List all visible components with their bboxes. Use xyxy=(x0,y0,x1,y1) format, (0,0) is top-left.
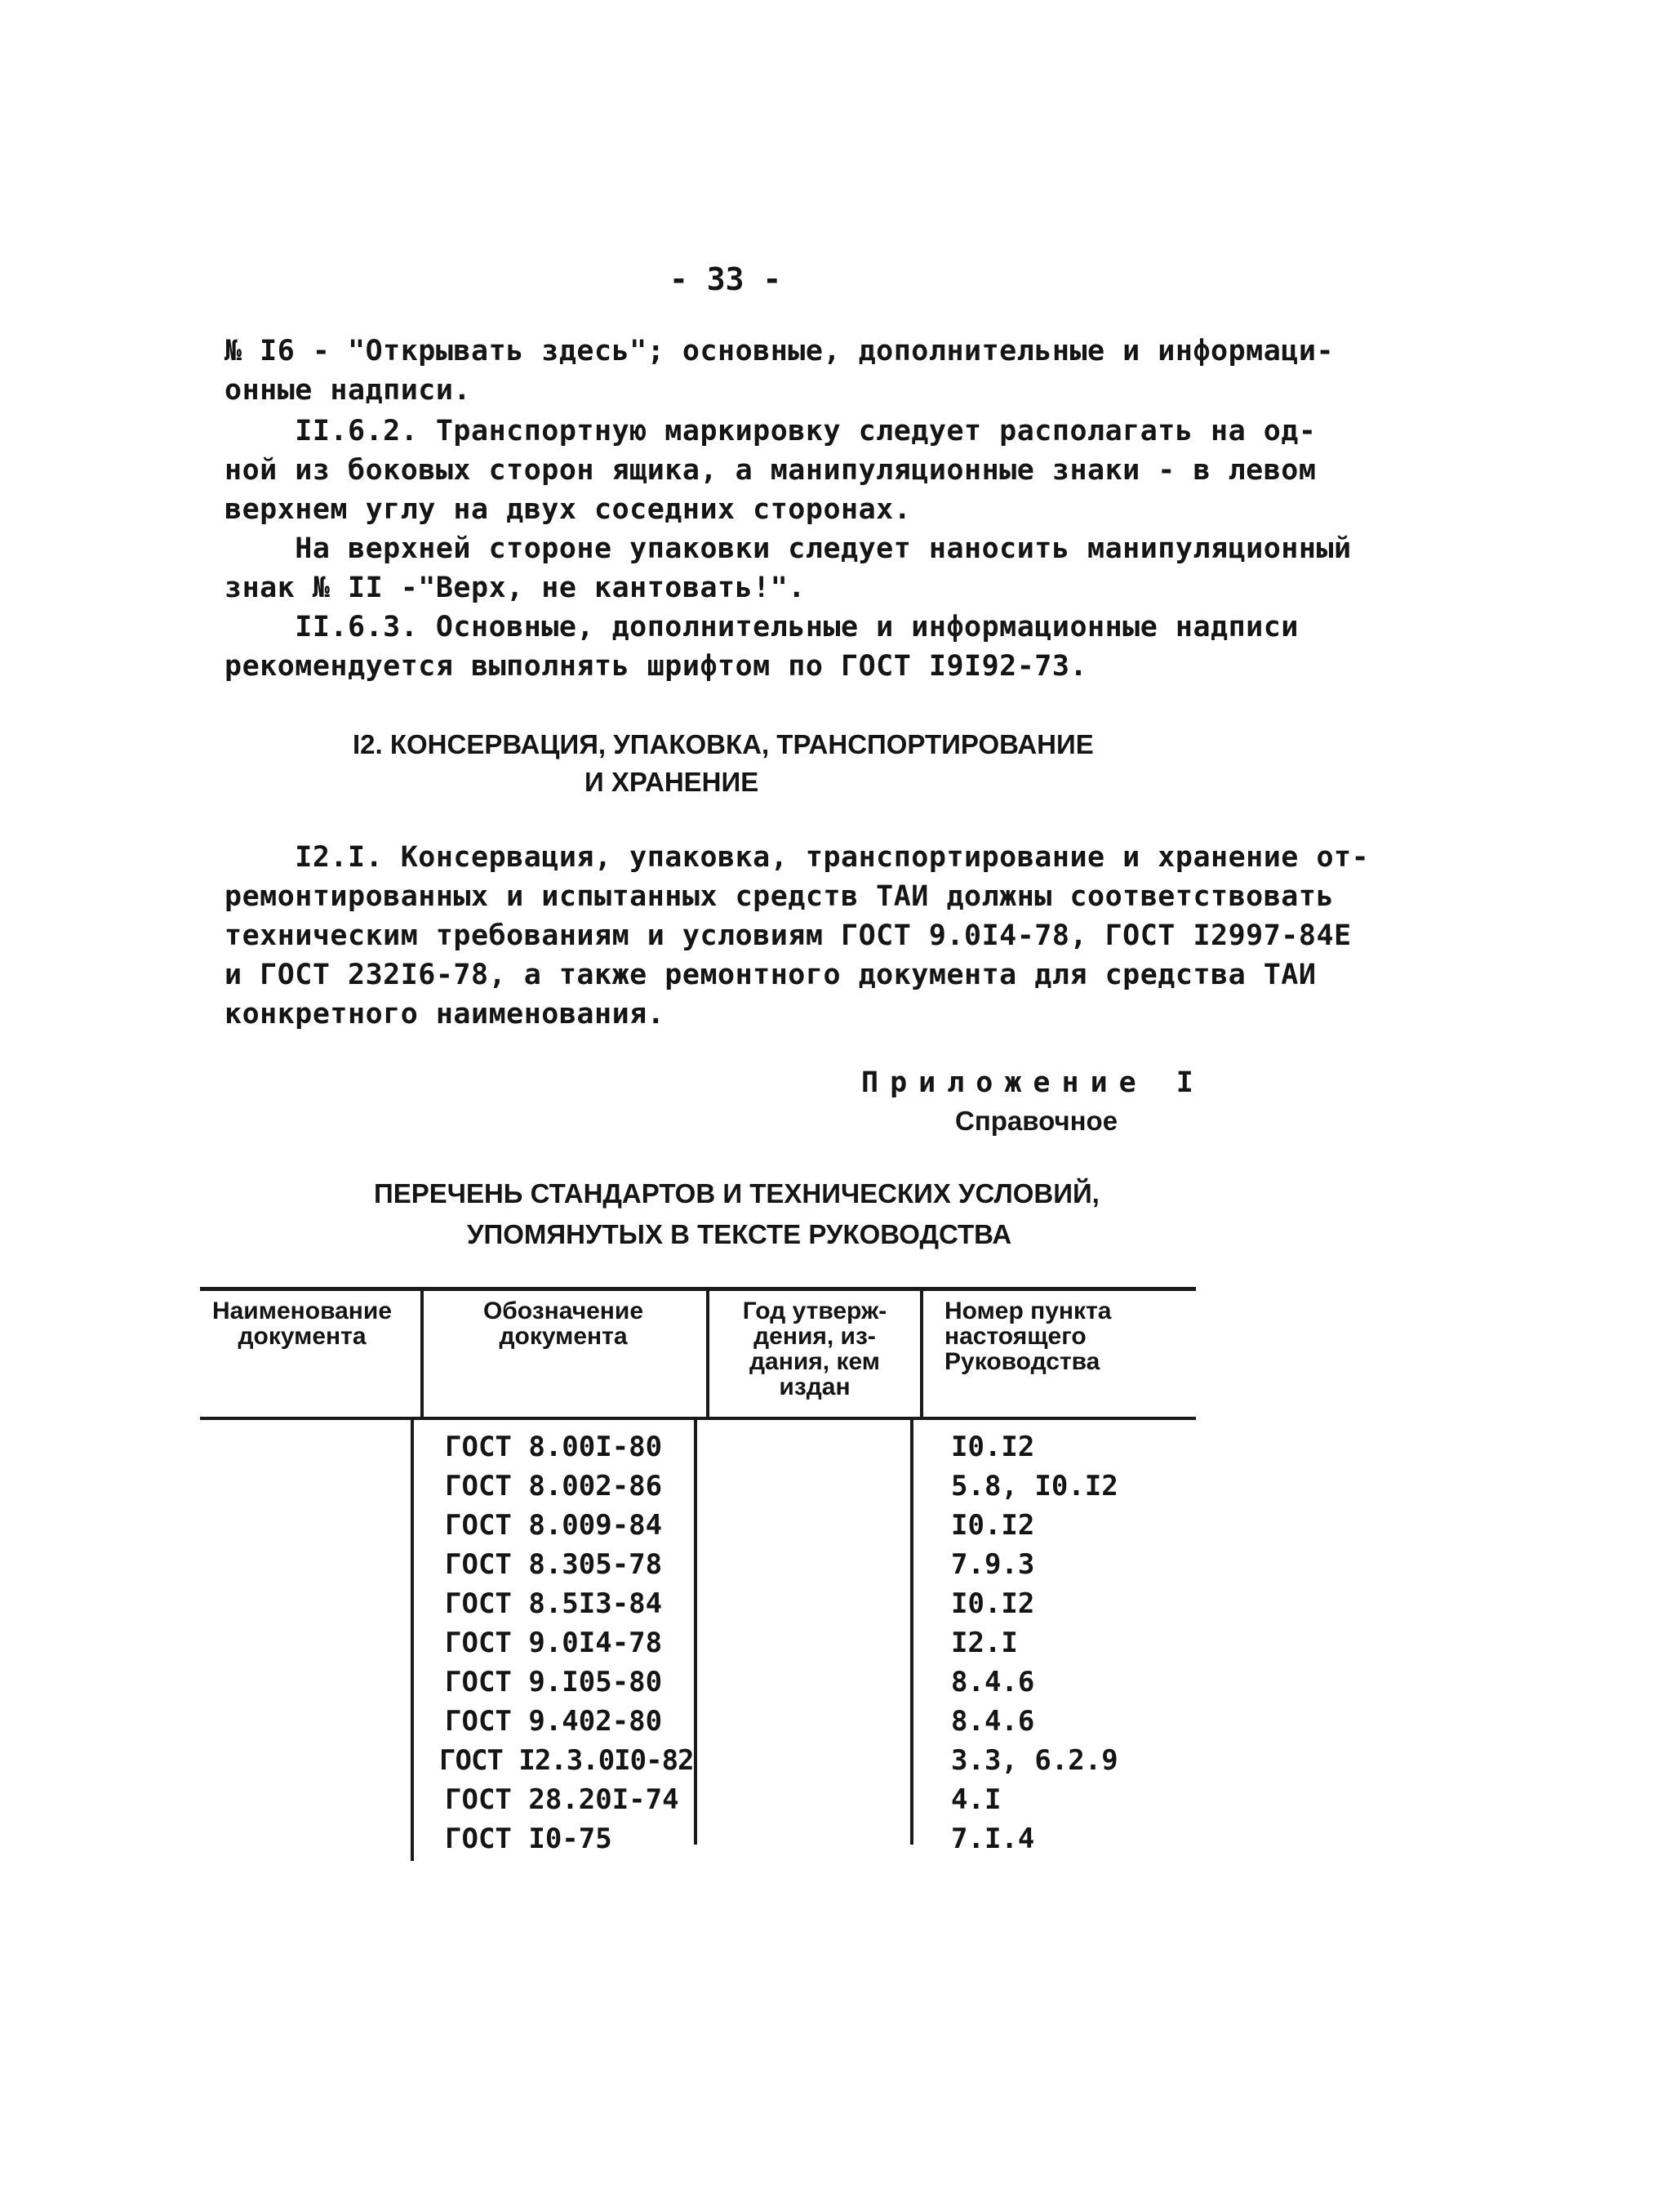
paragraph-line: II.6.3. Основные, дополнительные и информационные надписи xyxy=(224,611,1299,643)
paragraph-line: № I6 - "Открывать здесь"; основные, дополнительные и информаци- xyxy=(224,335,1335,367)
paragraph-line: техническим требованиям и условиям ГОСТ 9.0I4-78, ГОСТ I2997-84Е xyxy=(224,919,1352,952)
header-text: дания, кем xyxy=(749,1348,880,1375)
designation-cell: ГОСТ 8.002-86 xyxy=(445,1470,663,1502)
paragraph-line: конкретного наименования. xyxy=(224,998,665,1031)
paragraph-line: I2.I. Консервация, упаковка, транспортирование и хранение от- xyxy=(224,841,1370,874)
clause-cell: 7.I.4 xyxy=(951,1823,1035,1855)
designation-cell: ГОСТ 9.402-80 xyxy=(445,1705,663,1738)
table-header-clause xyxy=(944,1298,1189,1374)
table-top-rule xyxy=(200,1287,1196,1291)
designation-cell: ГОСТ 8.5I3-84 xyxy=(445,1587,663,1620)
clause-cell: 3.3, 6.2.9 xyxy=(951,1744,1118,1777)
table-col-divider xyxy=(694,1420,697,1845)
paragraph-line: ной из боковых сторон ящика, а манипуляционные знаки - в левом xyxy=(224,454,1317,487)
standards-table xyxy=(200,1287,1196,1875)
designation-cell: ГОСТ 8.00I-80 xyxy=(445,1431,663,1463)
clause-cell: I0.I2 xyxy=(951,1509,1035,1542)
paragraph-line: II.6.2. Транспортную маркировку следует располагать на од- xyxy=(224,415,1317,447)
paragraph-line: ремонтированных и испытанных средств ТАИ должны соответствовать xyxy=(224,880,1335,913)
header-text: документа xyxy=(238,1323,367,1350)
clause-cell: I0.I2 xyxy=(951,1587,1035,1620)
header-text: документа xyxy=(499,1323,628,1350)
section-title: I2. КОНСЕРВАЦИЯ, УПАКОВКА, ТРАНСПОРТИРОВАНИЕ xyxy=(353,729,1094,759)
section-title: И ХРАНЕНИЕ xyxy=(584,767,759,797)
header-text: Год утверж- xyxy=(742,1298,887,1324)
paragraph-line: верхнем углу на двух соседних сторонах. xyxy=(224,493,912,526)
table-col-divider xyxy=(411,1420,414,1861)
clause-cell: 5.8, I0.I2 xyxy=(951,1470,1118,1502)
table-header-name xyxy=(200,1298,404,1349)
header-text: Обозначение xyxy=(482,1298,644,1324)
designation-cell: ГОСТ 8.305-78 xyxy=(445,1548,663,1581)
clause-cell: 7.9.3 xyxy=(951,1548,1035,1581)
designation-cell: ГОСТ I0-75 xyxy=(445,1823,612,1855)
clause-cell: 8.4.6 xyxy=(951,1666,1035,1698)
table-col-divider xyxy=(920,1287,923,1420)
designation-cell: ГОСТ I2.3.0I0-82 xyxy=(439,1744,694,1777)
paragraph-line: рекомендуется выполнять шрифтом по ГОСТ I9I92-73. xyxy=(224,650,1088,683)
header-text: издан xyxy=(779,1373,851,1400)
table-header-year xyxy=(713,1298,917,1400)
appendix-type: Справочное xyxy=(955,1106,1118,1136)
header-text: дения, из- xyxy=(753,1323,876,1350)
designation-cell: ГОСТ 28.20I-74 xyxy=(445,1783,679,1816)
clause-cell: 8.4.6 xyxy=(951,1705,1035,1738)
paragraph-line: онные надписи. xyxy=(224,374,472,407)
clause-cell: I2.I xyxy=(951,1627,1018,1659)
designation-cell: ГОСТ 9.I05-80 xyxy=(445,1666,663,1698)
table-col-divider xyxy=(706,1287,709,1420)
appendix-label: Приложение I xyxy=(861,1066,1205,1099)
table-col-divider xyxy=(420,1287,424,1420)
table-header-designation xyxy=(433,1298,694,1349)
paragraph-line: На верхней стороне упаковки следует наносить манипуляционный xyxy=(224,532,1352,565)
header-text: Номер пункта xyxy=(944,1298,1112,1324)
paragraph-line: и ГОСТ 232I6-78, а также ремонтного документа для средства ТАИ xyxy=(224,959,1317,991)
header-text: Руководства xyxy=(944,1348,1100,1375)
clause-cell: I0.I2 xyxy=(951,1431,1035,1463)
clause-cell: 4.I xyxy=(951,1783,1002,1816)
paragraph-line: знак № II -"Верх, не кантовать!". xyxy=(224,572,806,604)
appendix-title: ПЕРЕЧЕНЬ СТАНДАРТОВ И ТЕХНИЧЕСКИХ УСЛОВИЙ, xyxy=(374,1178,1100,1209)
designation-cell: ГОСТ 9.0I4-78 xyxy=(445,1627,663,1659)
header-text: настоящего xyxy=(944,1323,1087,1350)
header-text: Наименование xyxy=(211,1298,393,1324)
appendix-title: УПОМЯНУТЫХ В ТЕКСТЕ РУКОВОДСТВА xyxy=(467,1219,1012,1249)
table-header-rule xyxy=(200,1417,1196,1420)
page-number: - 33 - xyxy=(669,261,782,297)
table-col-divider xyxy=(910,1420,913,1845)
designation-cell: ГОСТ 8.009-84 xyxy=(445,1509,663,1542)
